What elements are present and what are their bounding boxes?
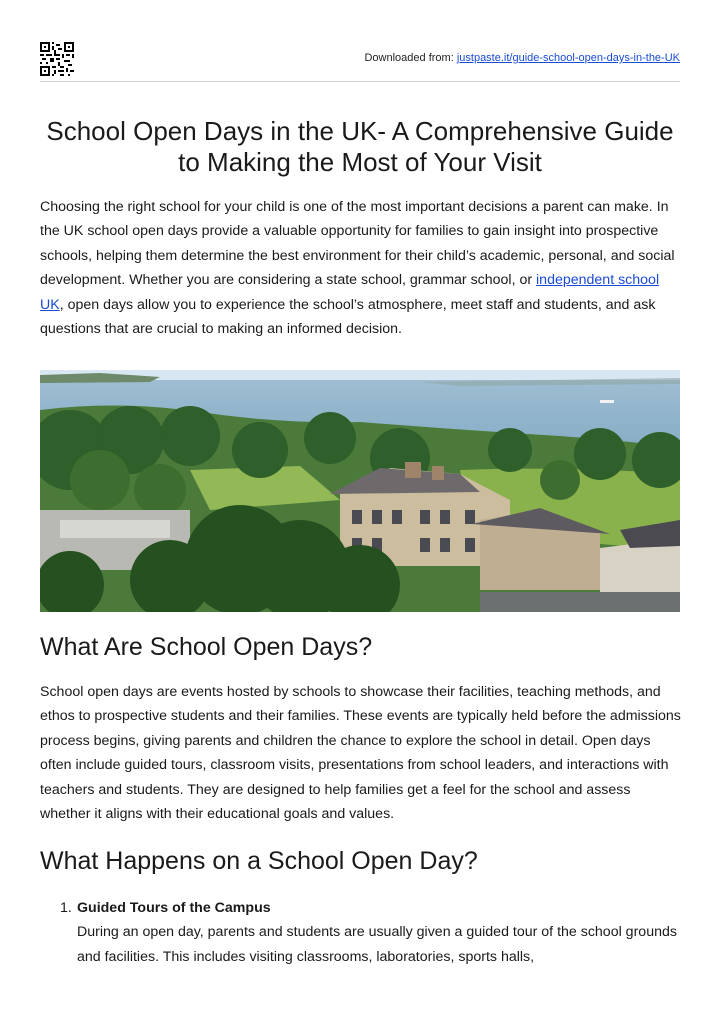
qr-code-icon <box>40 42 74 76</box>
download-prefix: Downloaded from: <box>364 52 454 64</box>
section-open-days-paragraph: School open days are events hosted by schools to showcase their facilities, teaching methods, and ethos to prospective students and their families. These events are typically held before the admissions process begins, giving parents and children the chance to explore the school in detail. Open days often include guided tours, classroom visits, presentations from school leaders, and interactions with teachers and students. They are designed to help families get a feel for the school and assess whether it aligns with their educational goals and values. <box>40 684 681 823</box>
section-heading-open-days: What Are School Open Days? <box>40 633 373 661</box>
page-title: School Open Days in the UK- A Comprehensive Guide to Making the Most of Your Visit <box>46 116 674 177</box>
page-header <box>40 42 680 82</box>
list-item-content <box>77 896 680 969</box>
independent-school-link[interactable]: independent school UK <box>40 272 660 313</box>
download-source <box>364 52 680 64</box>
intro-text-after: , open days allow you to experience the school’s atmosphere, meet staff and students, and ask questions that are crucial to making an informed decision. <box>40 296 656 338</box>
list-item-title: Guided Tours of the Campus <box>77 900 271 916</box>
list-item-body: During an open day, parents and students are usually given a guided tour of the school grounds and facilities. This includes visiting classrooms, laboratories, sports halls, <box>77 924 677 965</box>
intro-paragraph <box>40 195 682 341</box>
intro-text-before: Choosing the right school for your child is one of the most important decisions a parent can make. In the UK school open days provide a valuable opportunity for families to gain insight into prospective schools, helping them determine the best environment for their child’s academic, personal, and social development. Whether you are considering a state school, grammar school, or <box>40 199 675 289</box>
list-item <box>40 896 680 969</box>
source-link[interactable]: justpaste.it/guide-school-open-days-in-the-UK <box>456 52 680 64</box>
section-heading-what-happens: What Happens on a School Open Day? <box>40 847 478 875</box>
list-item-number: 1. <box>60 900 72 916</box>
what-happens-list <box>40 896 680 969</box>
school-aerial-photo <box>40 370 680 612</box>
